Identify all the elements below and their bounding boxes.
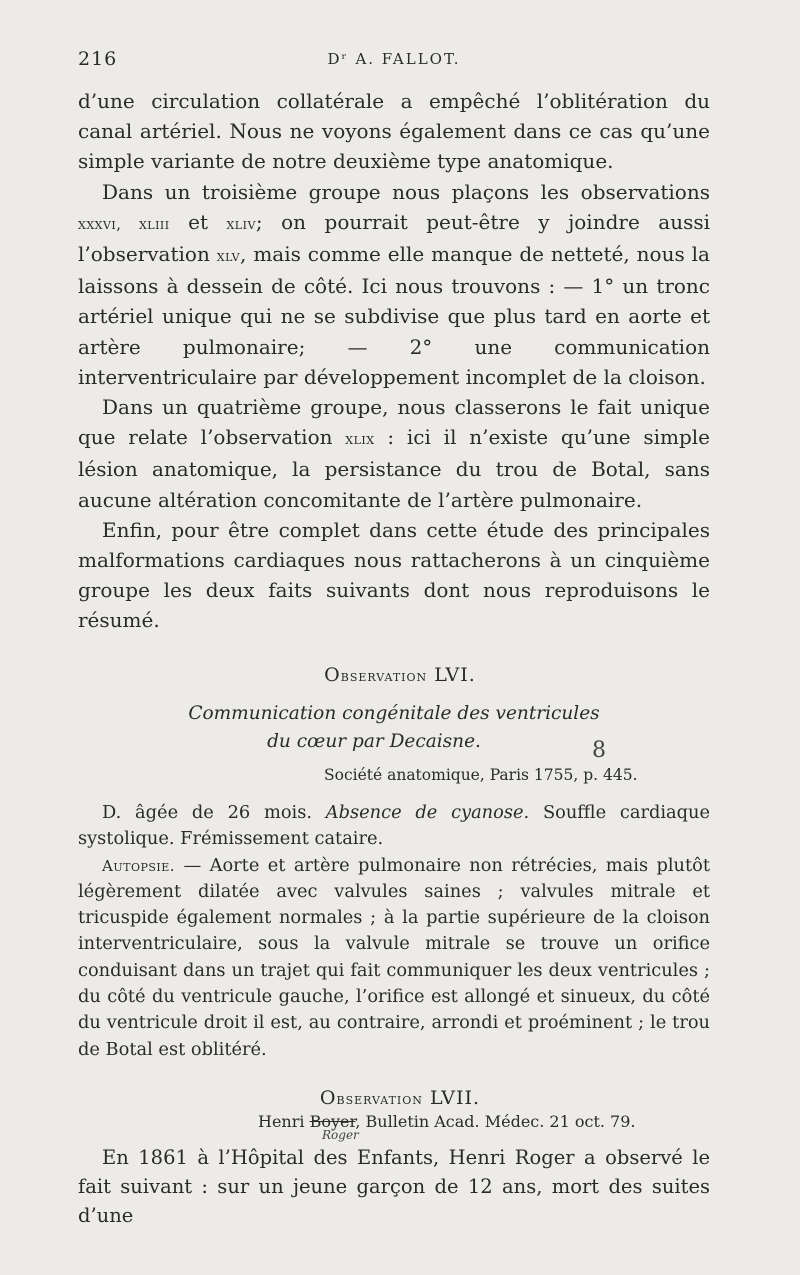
handwritten-correction: Roger bbox=[322, 1128, 359, 1142]
observation-56-title: Observation LVI. bbox=[324, 664, 476, 686]
observation-57-text bbox=[78, 1143, 710, 1230]
paragraph-1: d’une circulation collatérale a empêché l’oblitération du canal artériel. Nous ne voyons également dans ce cas qu’une simple variante de notre deuxième type anatomique. bbox=[78, 89, 710, 174]
margin-handwritten-mark: 8 bbox=[592, 738, 606, 763]
page-number: 216 bbox=[78, 48, 118, 70]
observation-57-title: Observation LVII. bbox=[319, 1087, 481, 1109]
paragraph-4: Enfin, pour être complet dans cette étude des principales malformations cardiaques nous rattacherons à un cinquième groupe les deux faits suivants dont nous reproduisons le résumé. bbox=[78, 517, 710, 633]
struck-author-name: Boyer bbox=[309, 1112, 356, 1131]
paragraph-3: Dans un quatrième groupe, nous classerons le fait unique que relate l’observation xlix : ici il n’existe qu’une simple lésion anatomique, la persistance du trou de Botal, sans aucune altération concomitante de l’artère pulmonaire. bbox=[78, 395, 710, 512]
page-header bbox=[78, 48, 710, 76]
observation-56-source: Société anatomique, Paris 1755, p. 445. bbox=[324, 766, 638, 784]
obs57-paragraph-1: En 1861 à l’Hôpital des Enfants, Henri Roger a observé le fait suivant : sur un jeune garçon de 12 ans, mort des suites d’une bbox=[78, 1146, 710, 1227]
observation-57-source: Henri Boyer, Bulletin Acad. Médec. 21 oct. 79. bbox=[258, 1112, 636, 1131]
obs56-autopsie-paragraph: Autopsie. — Aorte et artère pulmonaire non rétrécies, mais plutôt légèrement dilatée avec valvules saines ; valvules mitrale et tricuspide également normales ; à la partie supérieure de la cloison interventriculaire, sous la valvule mitrale se trouve un orifice conduisant dans un trajet qui fait communiquer les deux ventricules ; du côté du ventricule gauche, l’orifice est allongé et sinueux, du côté du ventricule droit il est, au contraire, arrondi et proéminent ; le trou de Botal est oblitéré. bbox=[78, 854, 710, 1060]
section-intro-text bbox=[78, 86, 710, 636]
paragraph-2: Dans un troisième groupe nous plaçons les observations xxxvi, xliii et xliv; on pourrait peut-être y joindre aussi l’observation xlv, mais comme elle manque de netteté, nous la laissons à dessein de côté. Ici nous trouvons : — 1° un tronc artériel unique qui ne se subdivise que plus tard en aorte et artère pulmonaire; — 2° une communication interventriculaire par développement incomplet de la cloison. bbox=[78, 179, 710, 389]
observation-56-text bbox=[78, 800, 710, 1063]
observation-56-subtitle: Communication congénitale des ventricules du cœur par Decaisne. bbox=[188, 703, 600, 752]
obs56-paragraph-1: D. âgée de 26 mois. Absence de cyanose. Souffle cardiaque systolique. Frémissement cataire. bbox=[78, 802, 710, 850]
running-title: Dʳ A. FALLOT. bbox=[327, 50, 461, 68]
